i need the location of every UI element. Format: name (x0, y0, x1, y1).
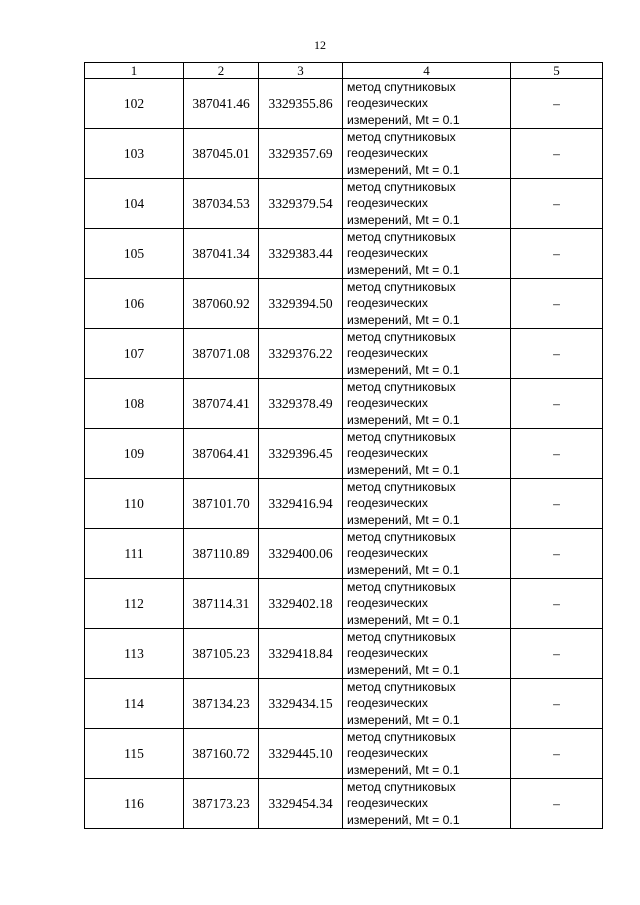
coord-x: 387034.53 (184, 179, 259, 229)
coord-y: 3329394.50 (259, 279, 343, 329)
point-number: 106 (85, 279, 184, 329)
table-row (85, 79, 603, 129)
coord-y: 3329383.44 (259, 229, 343, 279)
coord-x: 387045.01 (184, 129, 259, 179)
coord-y: 3329454.34 (259, 779, 343, 829)
note-dash: – (511, 229, 603, 279)
coord-y: 3329402.18 (259, 579, 343, 629)
point-number: 111 (85, 529, 184, 579)
point-number: 105 (85, 229, 184, 279)
table-header (85, 63, 603, 79)
point-number: 103 (85, 129, 184, 179)
method-description: метод спутниковых геодезических измерений, Mt = 0.1 (343, 329, 511, 379)
table-row (85, 629, 603, 679)
header-row (85, 63, 603, 79)
point-number: 108 (85, 379, 184, 429)
method-description: метод спутниковых геодезических измерений, Mt = 0.1 (343, 729, 511, 779)
method-description: метод спутниковых геодезических измерений, Mt = 0.1 (343, 479, 511, 529)
point-number: 112 (85, 579, 184, 629)
method-description: метод спутниковых геодезических измерений, Mt = 0.1 (343, 129, 511, 179)
table-row (85, 279, 603, 329)
method-description: метод спутниковых геодезических измерений, Mt = 0.1 (343, 429, 511, 479)
table-row (85, 729, 603, 779)
coord-y: 3329418.84 (259, 629, 343, 679)
method-description: метод спутниковых геодезических измерений, Mt = 0.1 (343, 629, 511, 679)
header-col-2: 2 (184, 63, 259, 79)
table-row (85, 779, 603, 829)
table-body (85, 79, 603, 829)
coord-x: 387160.72 (184, 729, 259, 779)
method-description: метод спутниковых геодезических измерений, Mt = 0.1 (343, 279, 511, 329)
note-dash: – (511, 279, 603, 329)
point-number: 104 (85, 179, 184, 229)
point-number: 107 (85, 329, 184, 379)
coord-x: 387060.92 (184, 279, 259, 329)
coord-x: 387173.23 (184, 779, 259, 829)
note-dash: – (511, 729, 603, 779)
coord-x: 387041.34 (184, 229, 259, 279)
table-row (85, 679, 603, 729)
method-description: метод спутниковых геодезических измерений, Mt = 0.1 (343, 679, 511, 729)
point-number: 115 (85, 729, 184, 779)
header-col-5: 5 (511, 63, 603, 79)
note-dash: – (511, 179, 603, 229)
coord-y: 3329445.10 (259, 729, 343, 779)
note-dash: – (511, 129, 603, 179)
method-description: метод спутниковых геодезических измерений, Mt = 0.1 (343, 179, 511, 229)
header-col-3: 3 (259, 63, 343, 79)
coord-y: 3329400.06 (259, 529, 343, 579)
method-description: метод спутниковых геодезических измерений, Mt = 0.1 (343, 579, 511, 629)
method-description: метод спутниковых геодезических измерений, Mt = 0.1 (343, 779, 511, 829)
coord-x: 387071.08 (184, 329, 259, 379)
point-number: 102 (85, 79, 184, 129)
coord-x: 387134.23 (184, 679, 259, 729)
method-description: метод спутниковых геодезических измерений, Mt = 0.1 (343, 379, 511, 429)
table-row (85, 379, 603, 429)
note-dash: – (511, 629, 603, 679)
coord-x: 387074.41 (184, 379, 259, 429)
header-col-1: 1 (85, 63, 184, 79)
coord-y: 3329434.15 (259, 679, 343, 729)
table-row (85, 529, 603, 579)
table-row (85, 479, 603, 529)
coord-y: 3329376.22 (259, 329, 343, 379)
note-dash: – (511, 379, 603, 429)
coord-y: 3329355.86 (259, 79, 343, 129)
table-row (85, 329, 603, 379)
coord-x: 387110.89 (184, 529, 259, 579)
coord-y: 3329379.54 (259, 179, 343, 229)
point-number: 109 (85, 429, 184, 479)
coord-y: 3329378.49 (259, 379, 343, 429)
coord-x: 387064.41 (184, 429, 259, 479)
coord-x: 387114.31 (184, 579, 259, 629)
table-row (85, 579, 603, 629)
coordinates-table (84, 62, 603, 829)
note-dash: – (511, 329, 603, 379)
table-row (85, 229, 603, 279)
note-dash: – (511, 579, 603, 629)
method-description: метод спутниковых геодезических измерений, Mt = 0.1 (343, 79, 511, 129)
header-col-4: 4 (343, 63, 511, 79)
note-dash: – (511, 529, 603, 579)
point-number: 113 (85, 629, 184, 679)
point-number: 116 (85, 779, 184, 829)
note-dash: – (511, 479, 603, 529)
method-description: метод спутниковых геодезических измерений, Mt = 0.1 (343, 229, 511, 279)
coord-x: 387101.70 (184, 479, 259, 529)
coord-y: 3329396.45 (259, 429, 343, 479)
note-dash: – (511, 679, 603, 729)
point-number: 110 (85, 479, 184, 529)
note-dash: – (511, 779, 603, 829)
note-dash: – (511, 79, 603, 129)
coord-x: 387041.46 (184, 79, 259, 129)
table-row (85, 429, 603, 479)
table-row (85, 179, 603, 229)
point-number: 114 (85, 679, 184, 729)
method-description: метод спутниковых геодезических измерений, Mt = 0.1 (343, 529, 511, 579)
coord-y: 3329357.69 (259, 129, 343, 179)
page-number: 12 (314, 38, 326, 52)
coord-y: 3329416.94 (259, 479, 343, 529)
note-dash: – (511, 429, 603, 479)
table-row (85, 129, 603, 179)
coord-x: 387105.23 (184, 629, 259, 679)
